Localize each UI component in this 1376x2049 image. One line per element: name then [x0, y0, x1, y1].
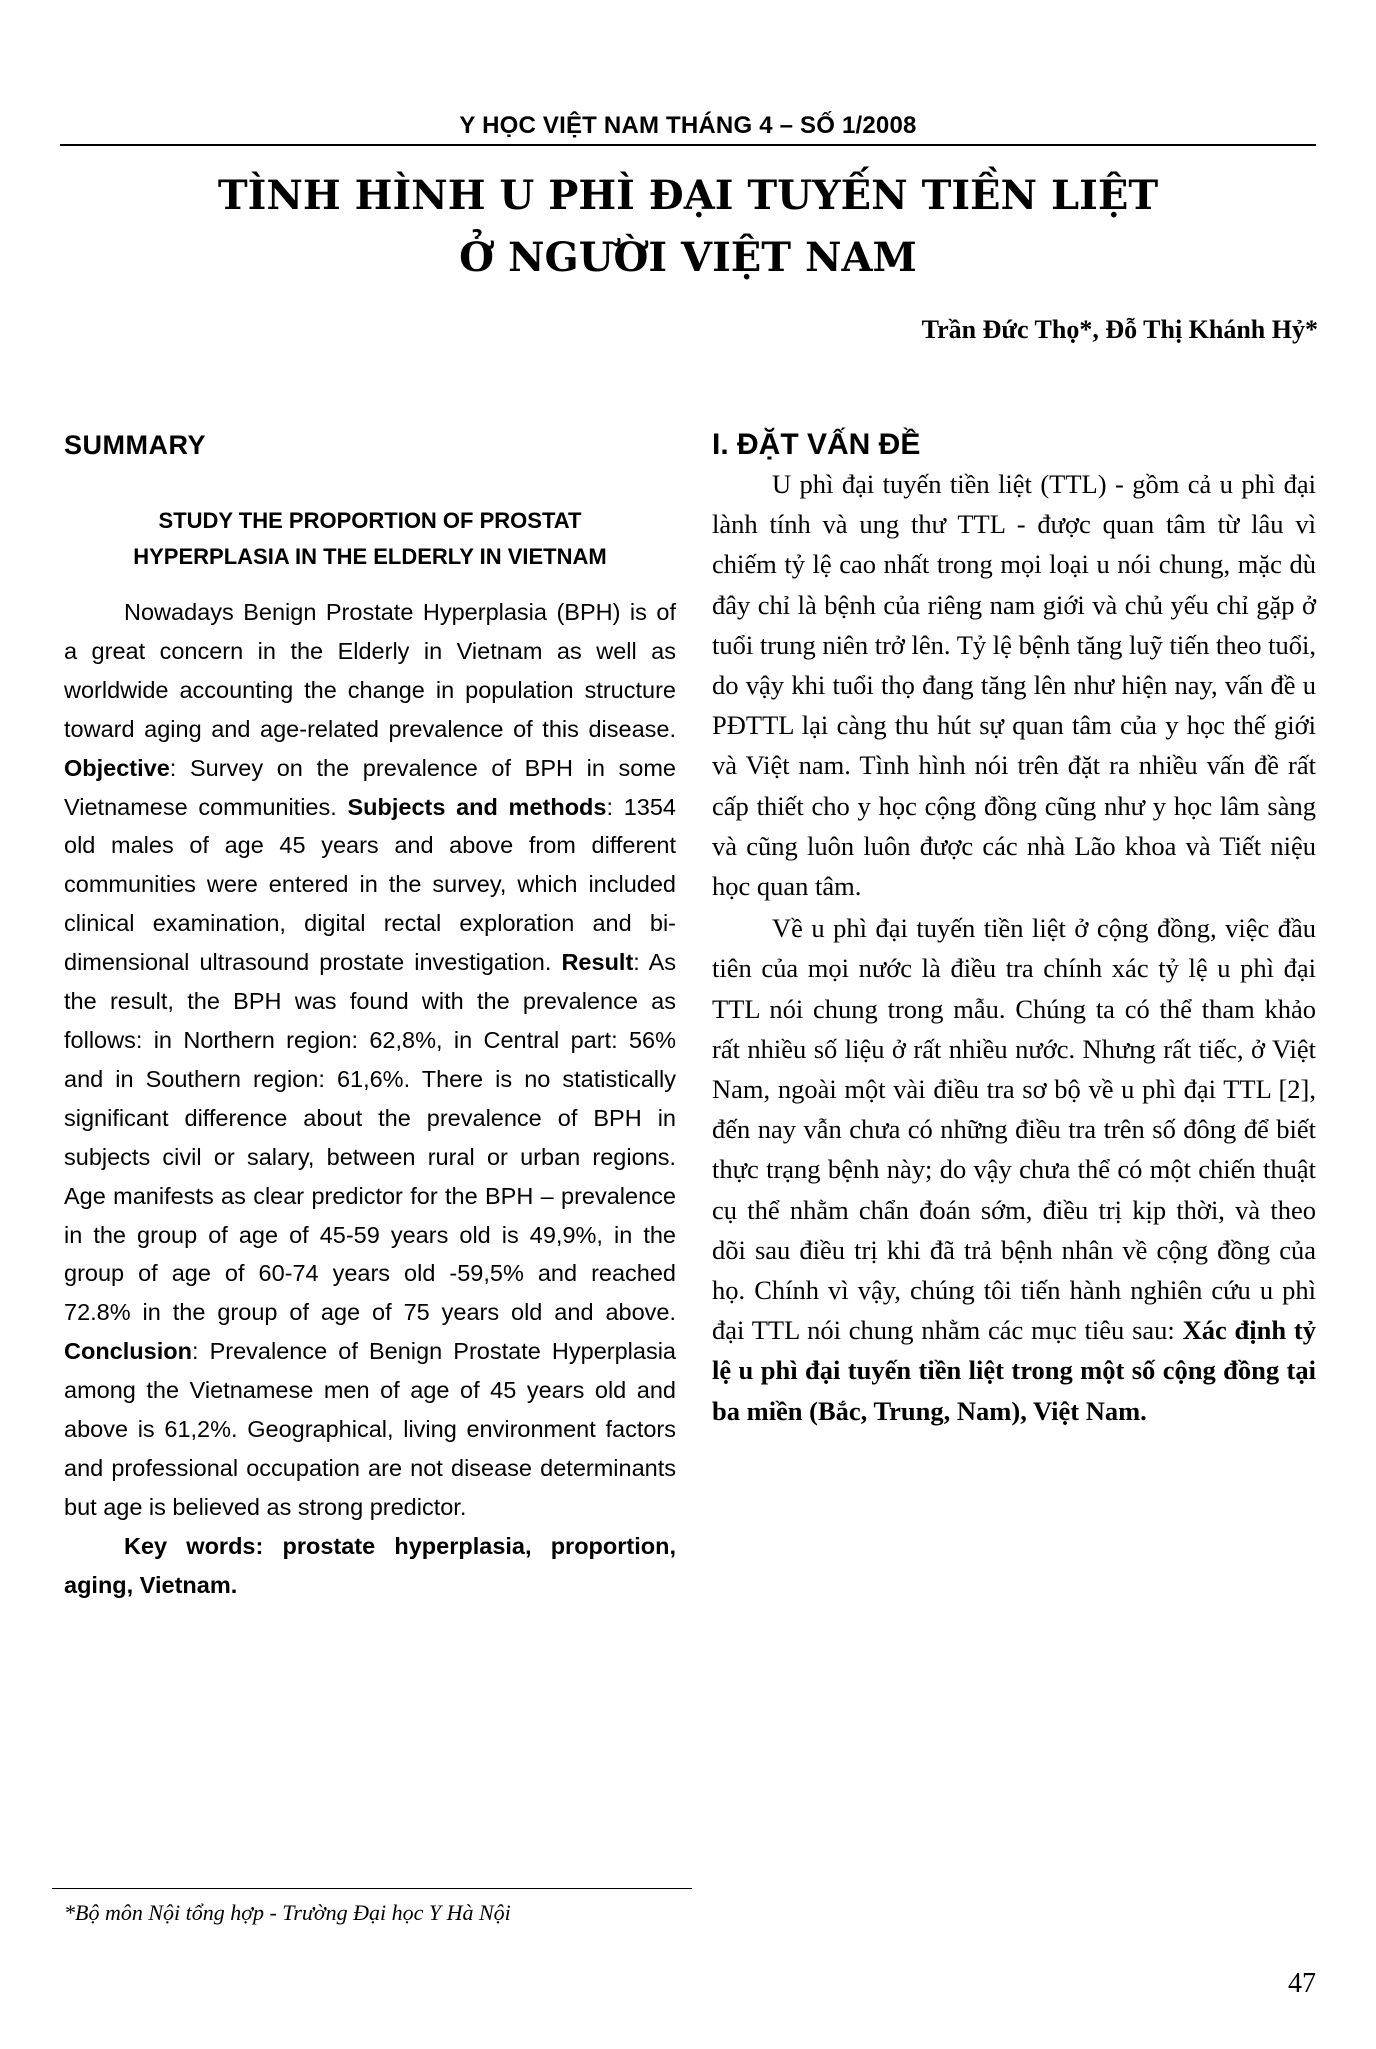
title-line-2: Ở NGƯỜI VIỆT NAM — [459, 234, 917, 281]
result-label: Result — [561, 949, 634, 976]
intro-paragraph-2 — [712, 908, 1316, 1431]
section-heading: I. ĐẶT VẤN ĐỀ — [712, 428, 921, 461]
intro-column — [712, 428, 1316, 1431]
title-line-1: TÌNH HÌNH U PHÌ ĐẠI TUYẾN TIỀN LIỆT — [217, 172, 1159, 219]
conclusion-text: : Prevalence of Benign Prostate Hyperplasia among the Vietnamese men of age of 45 years old and above is 61,2%. Geographical, living environment factors and professional occupation are not disease determinants but age is believed as strong predictor. — [64, 1338, 676, 1520]
objective-text: : Survey on the prevalence of BPH in some Vietnamese communities. — [64, 754, 676, 820]
page-number: 47 — [1288, 1968, 1316, 1999]
study-title-line-1: STUDY THE PROPORTION OF PROSTAT — [158, 508, 582, 533]
abstract-text — [64, 593, 676, 1527]
intro-paragraph-2-text: Về u phì đại tuyến tiền liệt ở cộng đồng, việc đầu tiên của mọi nước là điều tra chính xác tỷ lệ u phì đại TTL nói chung trong mẫu. Chúng ta có thể tham khảo rất nhiều số liệu ở rất nhiều nước. Nhưng rất tiếc, ở Việt Nam, ngoài một vài điều tra sơ bộ về u phì đại TTL [2], đến nay vẫn chưa có những điều tra trên số đông để biết thực trạng bệnh này; do vậy chưa thể có một chiến thuật cụ thể nhằm chẩn đoán sớm, điều trị kịp thời, và theo dõi sau điều trị khi đã trả bệnh nhân về cộng đồng của họ. Chính vì vậy, chúng tôi tiến hành nghiên cứu u phì đại TTL nói chung nhằm các mục tiêu sau: — [712, 913, 1316, 1346]
study-objective: Xác định tỷ lệ u phì đại tuyến tiền liệt trong một số cộng đồng tại ba miền (Bắc, Trung, Nam), Việt Nam. — [712, 1315, 1316, 1426]
intro-paragraph-1: U phì đại tuyến tiền liệt (TTL) - gồm cả u phì đại lành tính và ung thư TTL - được quan tâm từ lâu vì chiếm tỷ lệ cao nhất trong mọi loại u nói chung, mặc dù đây chỉ là bệnh của riêng nam giới và chủ yếu chỉ gặp ở tuổi trung niên trở lên. Tỷ lệ bệnh tăng luỹ tiến theo tuổi, do vậy khi tuổi thọ đang tăng lên như hiện nay, vấn đề u PĐTTL lại càng thu hút sự quan tâm của y học thế giới và Việt nam. Tình hình nói trên đặt ra nhiều vấn đề rất cấp thiết cho y học cộng đồng cũng như y học lâm sàng và cũng luôn luôn được các nhà Lão khoa và Tiết niệu học quan tâm. — [712, 469, 1316, 902]
journal-header: Y HỌC VIỆT NAM THÁNG 4 – SỐ 1/2008 — [60, 112, 1316, 146]
methods-label: Subjects and methods — [347, 793, 607, 820]
abstract-intro: Nowadays Benign Prostate Hyperplasia (BPH) is of a great concern in the Elderly in Vietnam as well as worldwide accounting the change in population structure toward aging and age-related prevalence of this disease. — [64, 599, 676, 742]
result-text: : As the result, the BPH was found with the prevalence as follows: in Northern region: 62,8%, in Central part: 56% and in Southern region: 61,6%. There is no statistically significant difference about the prevalence of BPH in subjects civil or salary, between rural or urban regions. Age manifests as clear predictor for the BPH – prevalence in the group of age of 45-59 years old is 49,9%, in the group of age of 60-74 years old -59,5% and reached 72.8% in the group of age of 75 years old and above. — [64, 949, 676, 1326]
article-title — [60, 165, 1316, 289]
authors: Trần Đức Thọ*, Đỗ Thị Khánh Hỷ* — [921, 315, 1318, 344]
footnote: *Bộ môn Nội tổng hợp - Trường Đại học Y Hà Nội — [64, 1900, 511, 1925]
methods-text: : 1354 old males of age 45 years and above from different communities were entered in the survey, which included clinical examination, digital rectal exploration and bi-dimensional ultrasound prostate investigation. — [64, 793, 676, 976]
objective-label: Objective — [64, 754, 170, 781]
keywords: Key words: prostate hyperplasia, proportion, aging, Vietnam. — [64, 1532, 676, 1598]
study-title — [64, 503, 676, 575]
conclusion-label: Conclusion — [64, 1338, 192, 1365]
summary-heading: SUMMARY — [64, 430, 206, 460]
study-title-line-2: HYPERPLASIA IN THE ELDERLY IN VIETNAM — [133, 544, 607, 569]
summary-column — [64, 430, 676, 1605]
footnote-divider — [52, 1888, 692, 1889]
